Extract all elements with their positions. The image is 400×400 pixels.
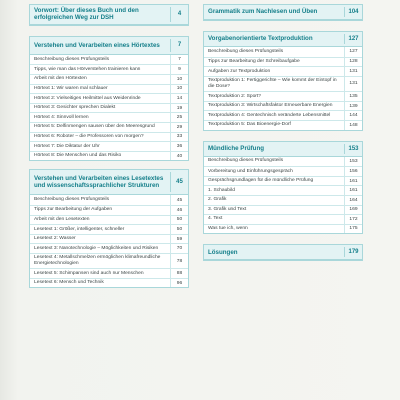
entry-page-number: 10 (170, 85, 188, 94)
toc-entry (204, 224, 362, 234)
toc-entry (204, 91, 362, 101)
toc-entry (204, 66, 362, 76)
section-page-number: 4 (170, 7, 188, 22)
entry-page-number: 135 (344, 92, 362, 101)
toc-entry (204, 176, 362, 186)
toc-entry (30, 234, 188, 244)
entry-page-number: 50 (170, 216, 188, 225)
section-header (204, 32, 362, 47)
entry-page-number: 88 (170, 269, 188, 278)
toc-section-textproduktion (203, 31, 363, 131)
entry-title: Hörtext 5: Delfinmengen sausen über den Meeresgrund (34, 124, 155, 130)
entry-page-number: 161 (344, 186, 362, 195)
section-page-number: 179 (344, 247, 362, 257)
entry-title: Hörtext 1: Wir waren mal schlauer (34, 85, 108, 91)
entry-page-number: 96 (170, 279, 188, 288)
section-header (204, 5, 362, 20)
entry-title: Lesetext 2: Wasser (34, 236, 76, 242)
entry-title: Beschreibung dieses Prüfungsteils (34, 197, 110, 203)
toc-entry (204, 205, 362, 215)
entry-page-number: 10 (170, 75, 188, 84)
toc-entry (30, 93, 188, 103)
entry-page-number: 131 (344, 67, 362, 76)
toc-section-lesetexte (29, 169, 189, 288)
toc-entry (30, 278, 188, 288)
entry-page-number: 169 (344, 206, 362, 215)
section-entries (204, 157, 362, 234)
toc-entry (30, 122, 188, 132)
entry-page-number: 33 (170, 133, 188, 142)
entry-page-number: 131 (344, 77, 362, 91)
section-entries (30, 55, 188, 161)
entry-page-number: 153 (344, 157, 362, 167)
section-page-number: 45 (170, 172, 188, 192)
toc-entry (30, 151, 188, 161)
toc-entry (30, 112, 188, 122)
entry-page-number: 161 (344, 177, 362, 186)
entry-title: Lesetext 4: Metallschmelzen ermöglichen klimafreundliche Energietechnologien (34, 255, 161, 267)
toc-entry (204, 120, 362, 130)
toc-entry (204, 195, 362, 205)
section-header (204, 142, 362, 157)
entry-page-number: 70 (170, 244, 188, 253)
toc-entry (204, 101, 362, 111)
entry-title: Beschreibung dieses Prüfungsteils (208, 48, 284, 54)
entry-title: Aufgaben zur Textproduktion (208, 68, 271, 74)
toc-entry (30, 103, 188, 113)
section-title: Verstehen und Verarbeiten eines Hörtextes (34, 41, 160, 49)
entry-title: Tipps zur Bearbeitung der Schreibaufgabe (208, 58, 300, 64)
toc-column-left (29, 4, 189, 296)
section-entries (30, 195, 188, 287)
section-title: Verstehen und Verarbeiten eines Lesetextes und wissenschaftssprachlicher Strukturen (34, 174, 164, 190)
section-title: Vorwort: Über dieses Buch und den erfolgreichen Weg zur DSH (34, 7, 139, 22)
entry-title: Hörtext 7: Die Diktatur der Uhr (34, 143, 100, 149)
toc-entry (30, 84, 188, 94)
entry-page-number: 7 (170, 55, 188, 65)
toc-entry (30, 132, 188, 142)
entry-page-number: 45 (170, 195, 188, 205)
entry-title: 4. Text (208, 216, 223, 222)
entry-page-number: 59 (170, 235, 188, 244)
entry-title: Textproduktion 1: Fertiggerichte – Wie kommt der Eintopf in die Dose? (208, 78, 337, 89)
toc-column-right (203, 4, 363, 271)
toc-entry (204, 110, 362, 120)
entry-page-number: 164 (344, 196, 362, 205)
toc-entry (30, 74, 188, 84)
toc-entry (30, 141, 188, 151)
toc-section-vorwort (29, 4, 189, 26)
entry-page-number: 78 (170, 254, 188, 268)
section-header (30, 170, 188, 195)
toc-entry (204, 185, 362, 195)
entry-title: Lesetext 6: Mensch und Technik (34, 280, 104, 286)
entry-title: Lesetext 5: Schimpansen sind auch nur Menschen (34, 270, 144, 276)
toc-entry (204, 57, 362, 67)
entry-title: Tipps, wie man das Hörverstehen trainieren kann (34, 66, 141, 72)
toc-entry (204, 214, 362, 224)
toc-entry (204, 76, 362, 91)
entry-title: 3. Grafik und Text (208, 206, 247, 212)
section-header (30, 5, 188, 25)
section-page-number: 127 (344, 34, 362, 44)
entry-page-number: 46 (170, 206, 188, 215)
toc-entry (30, 268, 188, 278)
section-entries (204, 47, 362, 130)
entry-page-number: 127 (344, 47, 362, 57)
entry-page-number: 29 (170, 123, 188, 132)
section-page-number: 7 (170, 39, 188, 52)
entry-page-number: 14 (170, 94, 188, 103)
entry-page-number: 144 (344, 111, 362, 120)
toc-entry (30, 205, 188, 215)
toc-section-muendlich (203, 141, 363, 235)
toc-entry (204, 166, 362, 176)
entry-title: 2. Grafik (208, 197, 227, 203)
section-header (30, 37, 188, 55)
entry-title: Textproduktion 2: Sport? (208, 93, 262, 99)
section-title: Mündliche Prüfung (208, 144, 265, 152)
entry-title: Hörtext 8: Die Menschen und das Risiko (34, 153, 122, 159)
toc-entry (30, 224, 188, 234)
entry-title: Vorbereitung und Einführungsgespräch (208, 168, 293, 174)
entry-page-number: 156 (344, 167, 362, 176)
toc-entry (30, 64, 188, 74)
toc-entry (204, 157, 362, 167)
toc-entry (30, 195, 188, 205)
entry-page-number: 19 (170, 104, 188, 113)
toc-entry (204, 47, 362, 57)
entry-title: Tipps zur Bearbeitung der Aufgaben (34, 207, 113, 213)
entry-page-number: 175 (344, 225, 362, 234)
entry-page-number: 172 (344, 215, 362, 224)
entry-title: Hörtext 3: Gesichter sprechen Dialekt (34, 105, 116, 111)
entry-title: Hörtext 4: Sinnvoll lernen (34, 114, 89, 120)
entry-page-number: 9 (170, 65, 188, 74)
entry-page-number: 36 (170, 142, 188, 151)
entry-title: Was tue ich, wenn (208, 226, 248, 232)
toc-section-hoertexte (29, 36, 189, 162)
toc-entry (30, 215, 188, 225)
entry-title: Lesetext 1: Größer, intelligenter, schneller (34, 226, 125, 232)
entry-title: Hörtext 6: Roboter – die Professoren von morgen? (34, 133, 144, 139)
toc-section-loesungen (203, 244, 363, 261)
entry-title: Beschreibung dieses Prüfungsteils (208, 158, 284, 164)
entry-page-number: 139 (344, 102, 362, 111)
entry-title: Arbeit mit den Hörtexten (34, 76, 87, 82)
entry-title: 1. Schaubild (208, 187, 235, 193)
section-page-number: 104 (344, 7, 362, 17)
entry-title: Lesetext 3: Nanotechnologie – Möglichkeiten und Risiken (34, 245, 159, 251)
section-header (204, 245, 362, 260)
toc-entry (30, 243, 188, 253)
entry-page-number: 40 (170, 152, 188, 161)
entry-page-number: 128 (344, 58, 362, 67)
entry-page-number: 50 (170, 225, 188, 234)
section-page-number: 153 (344, 144, 362, 154)
entry-title: Hörtext 2: Vielseitiges Heilmittel aus Weidenrinde (34, 95, 141, 101)
entry-page-number: 148 (344, 121, 362, 130)
toc-entry (30, 55, 188, 65)
entry-title: Textproduktion 3: Wirtschaftsfaktor Erneuerbare Energien (208, 103, 333, 109)
section-title: Vorgabenorientierte Textproduktion (208, 35, 313, 43)
section-title: Grammatik zum Nachlesen und Üben (208, 8, 318, 16)
entry-title: Arbeit mit den Lesetexten (34, 216, 90, 222)
toc-entry (30, 253, 188, 268)
toc-section-grammatik (203, 4, 363, 21)
entry-title: Textproduktion 5: Das Bioenergie-Dorf (208, 122, 291, 128)
section-title: Lösungen (208, 248, 238, 256)
entry-title: Textproduktion 4: Gentechnisch veränderte Lebensmittel (208, 112, 331, 118)
entry-title: Gesprächsgrundlagen für die mündliche Prüfung (208, 178, 314, 184)
entry-title: Beschreibung dieses Prüfungsteils (34, 56, 110, 62)
entry-page-number: 25 (170, 113, 188, 122)
